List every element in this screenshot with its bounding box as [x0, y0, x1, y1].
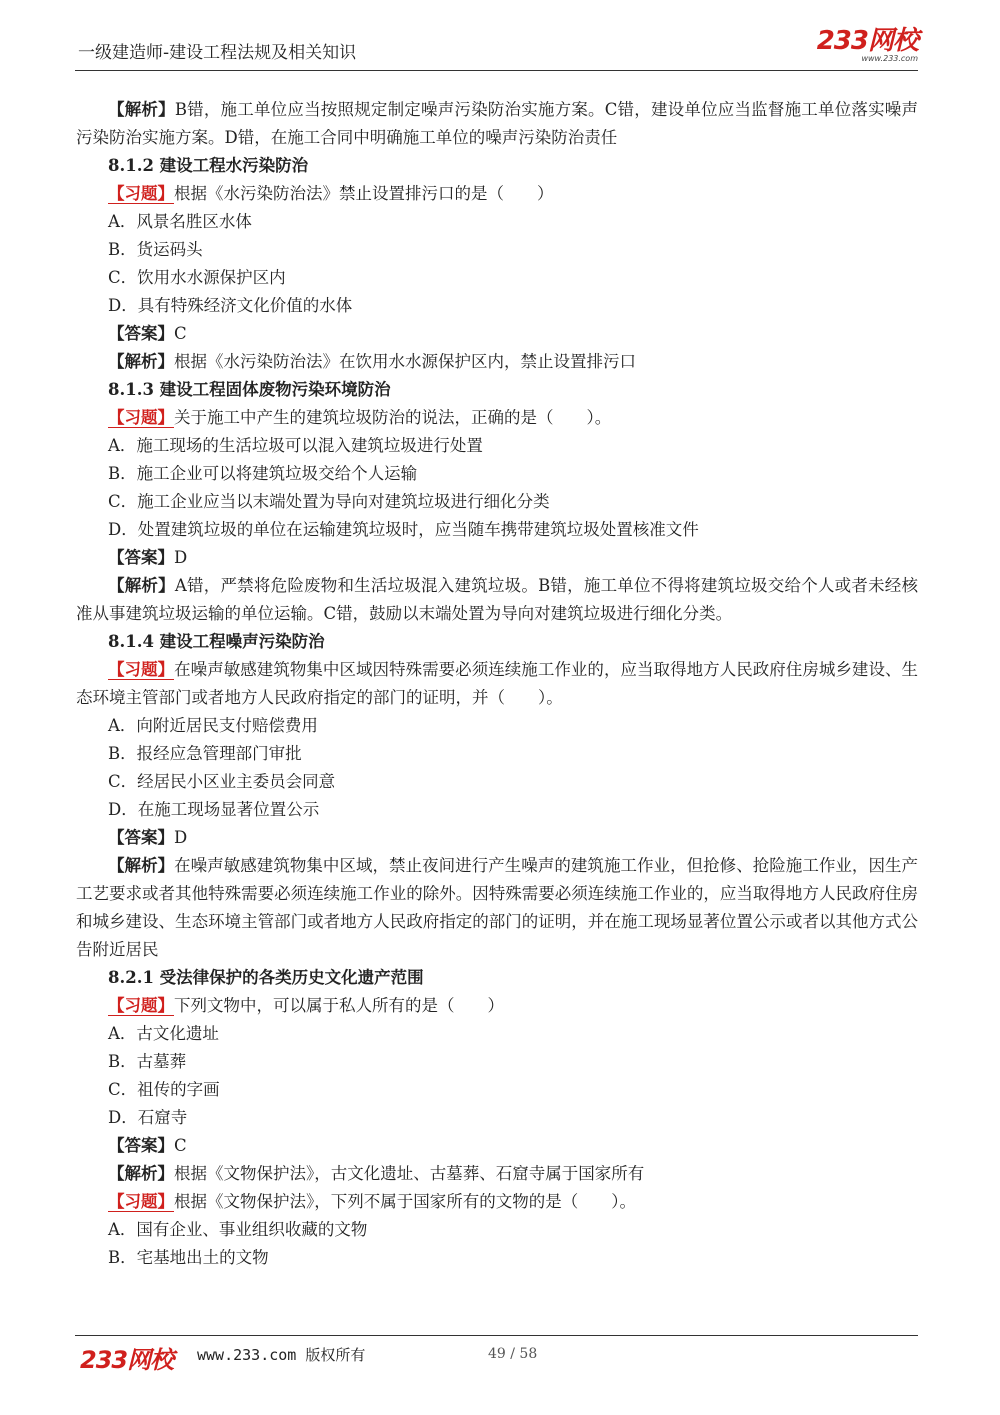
option-b: B．古墓葬: [108, 1052, 187, 1071]
answer-tag: 【答案】: [108, 324, 174, 343]
option-a: A．风景名胜区水体: [108, 212, 252, 231]
answer-value: D: [174, 548, 188, 567]
analysis-tag: 【解析】: [108, 576, 175, 595]
option-d: D．具有特殊经济文化价值的水体: [108, 296, 353, 315]
header-title: 一级建造师-建设工程法规及相关知识: [78, 43, 357, 63]
analysis-paragraph: [76, 348, 918, 376]
analysis-paragraph: [76, 1160, 918, 1188]
analysis-paragraph: [76, 96, 918, 152]
page-number: 49 / 58: [488, 1346, 538, 1362]
option-a: A．向附近居民支付赔偿费用: [108, 716, 318, 735]
exercise-question: [76, 180, 918, 208]
analysis-text: A错，严禁将危险废物和生活垃圾混入建筑垃圾。B错，施工单位不得将建筑垃圾交给个人或者未经核准从事建筑垃圾运输的单位运输。C错，鼓励以末端处置为导向对建筑垃圾进行细化分类。: [76, 576, 918, 623]
question-text: 下列文物中，可以属于私人所有的是（ ）: [174, 996, 504, 1015]
analysis-tag: 【解析】: [108, 856, 175, 875]
analysis-tag: 【解析】: [108, 1164, 174, 1183]
question-text: 在噪声敏感建筑物集中区域因特殊需要必须连续施工作业的，应当取得地方人民政府住房城乡建设、生态环境主管部门或者地方人民政府指定的部门的证明，并（ ）。: [76, 660, 918, 707]
exercise-question: [76, 656, 918, 712]
answer-value: C: [174, 1136, 187, 1155]
analysis-text: 根据《文物保护法》，古文化遗址、古墓葬、石窟寺属于国家所有: [174, 1164, 645, 1183]
option-b: B．宅基地出土的文物: [108, 1248, 269, 1267]
header-divider: [75, 70, 918, 71]
answer-value: C: [174, 324, 187, 343]
option-b: B．施工企业可以将建筑垃圾交给个人运输: [108, 464, 418, 483]
answer-line: [76, 320, 918, 348]
option-a: A．施工现场的生活垃圾可以混入建筑垃圾进行处置: [108, 436, 483, 455]
exercise-tag: 【习题】: [108, 1192, 174, 1211]
answer-line: [76, 1132, 918, 1160]
answer-line: [76, 824, 918, 852]
answer-line: [76, 544, 918, 572]
exercise-tag: 【习题】: [108, 996, 174, 1015]
option-d: D．在施工现场显著位置公示: [108, 800, 320, 819]
section-heading-8-1-2: 8.1.2 建设工程水污染防治: [108, 156, 309, 175]
question-text: 根据《文物保护法》，下列不属于国家所有的文物的是（ ）。: [174, 1192, 636, 1211]
option-b: B．货运码头: [108, 240, 203, 259]
answer-tag: 【答案】: [108, 828, 174, 847]
answer-tag: 【答案】: [108, 1136, 174, 1155]
option-a: A．国有企业、事业组织收藏的文物: [108, 1220, 368, 1239]
option-d: D．处置建筑垃圾的单位在运输建筑垃圾时，应当随车携带建筑垃圾处置核准文件: [108, 520, 699, 539]
exercise-question: [76, 404, 918, 432]
answer-value: D: [174, 828, 188, 847]
page-content: [76, 96, 918, 1272]
question-text: 关于施工中产生的建筑垃圾防治的说法，正确的是（ ）。: [174, 408, 612, 427]
question-text: 根据《水污染防治法》禁止设置排污口的是（ ）: [174, 184, 554, 203]
section-heading-8-1-4: 8.1.4 建设工程噪声污染防治: [108, 632, 325, 651]
analysis-text: B错，施工单位应当按照规定制定噪声污染防治实施方案。C错，建设单位应当监督施工单位落实噪声污染防治实施方案。D错，在施工合同中明确施工单位的噪声污染防治责任: [76, 100, 918, 147]
option-b: B．报经应急管理部门审批: [108, 744, 302, 763]
analysis-tag: 【解析】: [108, 352, 174, 371]
footer-copyright: www.233.com 版权所有: [197, 1346, 366, 1364]
option-c: C．施工企业应当以末端处置为导向对建筑垃圾进行细化分类: [108, 492, 550, 511]
exercise-tag: 【习题】: [108, 184, 174, 203]
header-logo: [817, 28, 918, 63]
option-c: C．经居民小区业主委员会同意: [108, 772, 336, 791]
option-c: C．祖传的字画: [108, 1080, 220, 1099]
footer-divider: [75, 1335, 918, 1336]
exercise-tag: 【习题】: [108, 408, 174, 427]
section-heading-8-1-3: 8.1.3 建设工程固体废物污染环境防治: [108, 380, 391, 399]
analysis-paragraph: [76, 572, 918, 628]
exercise-tag: 【习题】: [108, 660, 175, 679]
analysis-text: 在噪声敏感建筑物集中区域，禁止夜间进行产生噪声的建筑施工作业，但抢修、抢险施工作业，因生产工艺要求或者其他特殊需要必须连续施工作业的除外。因特殊需要必须连续施工作业的，应当取得地方人民政府住房和城乡建设、生态环境主管部门或者地方人民政府指定的部门的证明，并在施工现场显著位置公示或者以其他方式公告附近居民: [76, 856, 918, 959]
header-logo-text: 233网校: [816, 26, 918, 56]
section-heading-8-2-1: 8.2.1 受法律保护的各类历史文化遗产范围: [108, 968, 424, 987]
option-a: A．古文化遗址: [108, 1024, 219, 1043]
analysis-tag: 【解析】: [108, 100, 175, 119]
exercise-question: [76, 992, 918, 1020]
option-d: D．石窟寺: [108, 1108, 188, 1127]
analysis-paragraph: [76, 852, 918, 964]
analysis-text: 根据《水污染防治法》在饮用水水源保护区内，禁止设置排污口: [174, 352, 636, 371]
footer-logo: 233网校: [80, 1346, 174, 1374]
exercise-question: [76, 1188, 918, 1216]
header-logo-url: www.233.com: [861, 54, 918, 63]
option-c: C．饮用水水源保护区内: [108, 268, 286, 287]
answer-tag: 【答案】: [108, 548, 174, 567]
